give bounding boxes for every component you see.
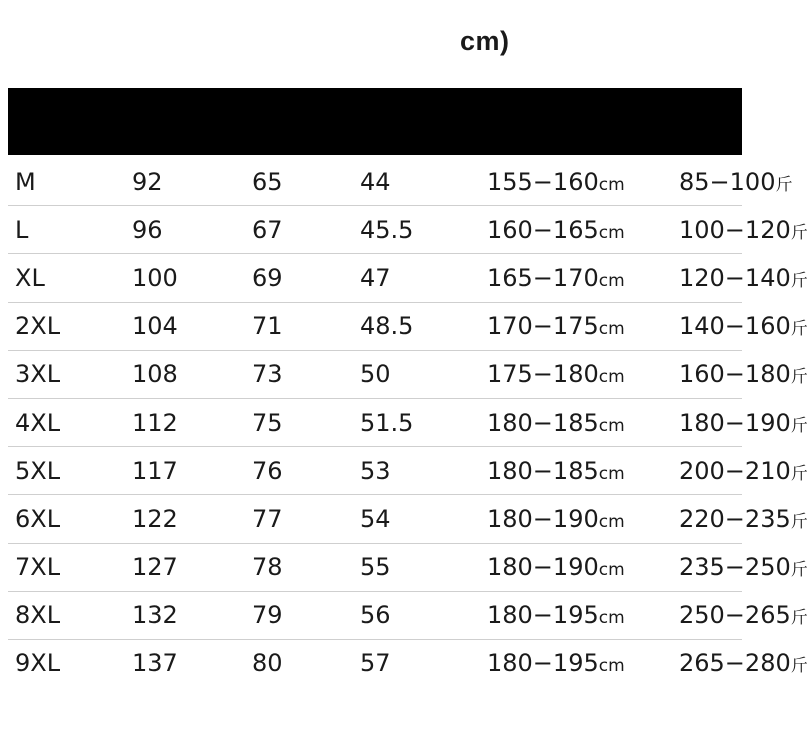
size-cell: [8, 398, 115, 446]
chest-cell: [115, 158, 242, 206]
size-cell: [8, 350, 115, 398]
shoulder-cell: [342, 206, 475, 254]
height-cell-unit: cm: [598, 656, 625, 677]
shoulder-cell-value: 44: [360, 167, 391, 196]
weight-cell-value: 200−210: [679, 456, 791, 485]
size-cell-value: 8XL: [15, 601, 61, 630]
table-row: [8, 495, 742, 543]
height-cell-value: 180−190: [487, 504, 599, 533]
chest-cell-value: 108: [132, 360, 178, 389]
chest-cell-value: 132: [132, 601, 178, 630]
table-row: [8, 398, 742, 446]
size-cell-value: L: [15, 215, 29, 244]
weight-cell: [667, 447, 808, 495]
size-cell-value: XL: [15, 263, 45, 292]
weight-cell: [667, 254, 808, 302]
table-row: [8, 350, 742, 398]
chest-cell-value: 137: [132, 649, 178, 678]
table-row: [8, 302, 742, 350]
length-cell-value: 80: [252, 649, 283, 678]
length-cell: [242, 254, 342, 302]
chest-cell: [115, 591, 242, 639]
shoulder-cell-value: 54: [360, 504, 391, 533]
height-cell-value: 180−190: [487, 553, 599, 582]
shoulder-cell-value: 51.5: [360, 408, 414, 437]
shoulder-cell: [342, 543, 475, 591]
shoulder-cell: [342, 158, 475, 206]
length-cell-value: 79: [252, 601, 283, 630]
height-cell-value: 160−165: [487, 215, 599, 244]
weight-cell: [667, 543, 808, 591]
length-cell-value: 65: [252, 167, 283, 196]
chest-cell: [115, 447, 242, 495]
length-cell: [242, 543, 342, 591]
weight-cell: [667, 398, 808, 446]
chest-cell: [115, 639, 242, 687]
height-cell: [475, 206, 667, 254]
shoulder-cell: [342, 591, 475, 639]
length-cell: [242, 495, 342, 543]
weight-cell-value: 250−265: [679, 601, 791, 630]
height-cell-value: 180−195: [487, 601, 599, 630]
unit-label: cm): [460, 26, 510, 56]
weight-cell: [667, 302, 808, 350]
weight-cell-value: 120−140: [679, 263, 791, 292]
weight-cell: [667, 639, 808, 687]
height-cell: [475, 158, 667, 206]
shoulder-cell: [342, 254, 475, 302]
size-cell-value: 7XL: [15, 553, 61, 582]
shoulder-cell-value: 47: [360, 263, 391, 292]
weight-cell-value: 100−120: [679, 215, 791, 244]
size-cell: [8, 254, 115, 302]
chest-cell-value: 92: [132, 167, 163, 196]
length-cell: [242, 591, 342, 639]
size-cell: [8, 543, 115, 591]
height-cell-value: 170−175: [487, 312, 599, 341]
weight-cell-value: 235−250: [679, 553, 791, 582]
length-cell: [242, 639, 342, 687]
table-row: [8, 591, 742, 639]
shoulder-cell-value: 55: [360, 553, 391, 582]
length-cell-value: 77: [252, 504, 283, 533]
length-cell-value: 78: [252, 553, 283, 582]
height-cell-unit: cm: [598, 367, 625, 388]
shoulder-cell-value: 56: [360, 601, 391, 630]
shoulder-cell: [342, 495, 475, 543]
size-chart-table: [8, 158, 808, 687]
size-cell: [8, 639, 115, 687]
height-cell: [475, 591, 667, 639]
chest-cell: [115, 398, 242, 446]
height-cell: [475, 398, 667, 446]
size-cell-value: 3XL: [15, 360, 61, 389]
size-cell-value: 6XL: [15, 504, 61, 533]
length-cell-value: 75: [252, 408, 283, 437]
height-cell-unit: cm: [598, 174, 625, 195]
shoulder-cell: [342, 447, 475, 495]
height-cell: [475, 302, 667, 350]
size-cell-value: 2XL: [15, 312, 61, 341]
height-cell: [475, 254, 667, 302]
chest-cell: [115, 254, 242, 302]
size-cell-value: 4XL: [15, 408, 61, 437]
height-cell: [475, 447, 667, 495]
shoulder-cell-value: 50: [360, 360, 391, 389]
height-cell-value: 175−180: [487, 360, 599, 389]
length-cell: [242, 398, 342, 446]
weight-cell: [667, 158, 793, 206]
chest-cell-value: 100: [132, 263, 178, 292]
height-cell-value: 165−170: [487, 263, 599, 292]
height-cell-unit: cm: [598, 319, 625, 340]
shoulder-cell: [342, 302, 475, 350]
shoulder-cell: [342, 398, 475, 446]
length-cell-value: 67: [252, 215, 283, 244]
weight-cell-value: 265−280: [679, 649, 791, 678]
height-cell-value: 180−195: [487, 649, 599, 678]
size-cell-value: 5XL: [15, 456, 61, 485]
chest-cell-value: 127: [132, 553, 178, 582]
weight-cell: [667, 591, 808, 639]
height-cell-value: 155−160: [487, 167, 599, 196]
length-cell-value: 73: [252, 360, 283, 389]
height-cell-unit: cm: [598, 270, 625, 291]
height-cell: [475, 639, 667, 687]
chest-cell-value: 96: [132, 215, 163, 244]
height-cell: [475, 495, 667, 543]
length-cell: [242, 350, 342, 398]
chest-cell: [115, 350, 242, 398]
chest-cell-value: 122: [132, 504, 178, 533]
table-row: [8, 447, 742, 495]
weight-cell-unit: 斤: [790, 415, 808, 436]
weight-cell: [667, 495, 808, 543]
table-header-bar: [8, 88, 742, 155]
height-cell-unit: cm: [598, 560, 625, 581]
shoulder-cell: [342, 639, 475, 687]
height-cell-value: 180−185: [487, 456, 599, 485]
shoulder-cell-value: 45.5: [360, 215, 414, 244]
length-cell: [242, 302, 342, 350]
length-cell-value: 69: [252, 263, 283, 292]
chest-cell: [115, 543, 242, 591]
weight-cell-unit: 斤: [790, 463, 808, 484]
shoulder-cell: [342, 350, 475, 398]
height-cell-unit: cm: [598, 222, 625, 243]
chest-cell-value: 112: [132, 408, 178, 437]
height-cell-unit: cm: [598, 415, 625, 436]
chest-cell-value: 117: [132, 456, 178, 485]
chest-cell: [115, 206, 242, 254]
table-row: [8, 639, 742, 687]
weight-cell-value: 85−100: [679, 167, 776, 196]
size-cell: [8, 591, 115, 639]
weight-cell-value: 220−235: [679, 504, 791, 533]
height-cell-unit: cm: [598, 608, 625, 629]
weight-cell-unit: 斤: [790, 319, 808, 340]
height-cell-unit: cm: [598, 463, 625, 484]
size-cell: [8, 495, 115, 543]
chest-cell-value: 104: [132, 312, 178, 341]
table-row: [8, 543, 742, 591]
size-cell-value: M: [15, 167, 36, 196]
table-row: [8, 254, 742, 302]
height-cell-unit: cm: [598, 511, 625, 532]
table-row: [8, 206, 742, 254]
weight-cell-unit: 斤: [790, 608, 808, 629]
weight-cell-unit: 斤: [775, 174, 793, 195]
size-cell: [8, 302, 115, 350]
weight-cell-unit: 斤: [790, 656, 808, 677]
weight-cell: [667, 206, 808, 254]
size-cell: [8, 206, 115, 254]
height-cell: [475, 350, 667, 398]
height-cell-value: 180−185: [487, 408, 599, 437]
length-cell: [242, 206, 342, 254]
size-cell: [8, 158, 115, 206]
shoulder-cell-value: 48.5: [360, 312, 414, 341]
weight-cell-unit: 斤: [790, 367, 808, 388]
length-cell: [242, 158, 342, 206]
chest-cell: [115, 495, 242, 543]
length-cell: [242, 447, 342, 495]
size-cell: [8, 447, 115, 495]
length-cell-value: 71: [252, 312, 283, 341]
weight-cell-unit: 斤: [790, 511, 808, 532]
table-row: [8, 158, 742, 206]
weight-cell-unit: 斤: [790, 222, 808, 243]
shoulder-cell-value: 53: [360, 456, 391, 485]
shoulder-cell-value: 57: [360, 649, 391, 678]
weight-cell-unit: 斤: [790, 270, 808, 291]
weight-cell-value: 160−180: [679, 360, 791, 389]
weight-cell-unit: 斤: [790, 560, 808, 581]
weight-cell-value: 180−190: [679, 408, 791, 437]
weight-cell-value: 140−160: [679, 312, 791, 341]
chest-cell: [115, 302, 242, 350]
length-cell-value: 76: [252, 456, 283, 485]
size-chart-body: [8, 158, 808, 687]
weight-cell: [667, 350, 808, 398]
height-cell: [475, 543, 667, 591]
size-cell-value: 9XL: [15, 649, 61, 678]
